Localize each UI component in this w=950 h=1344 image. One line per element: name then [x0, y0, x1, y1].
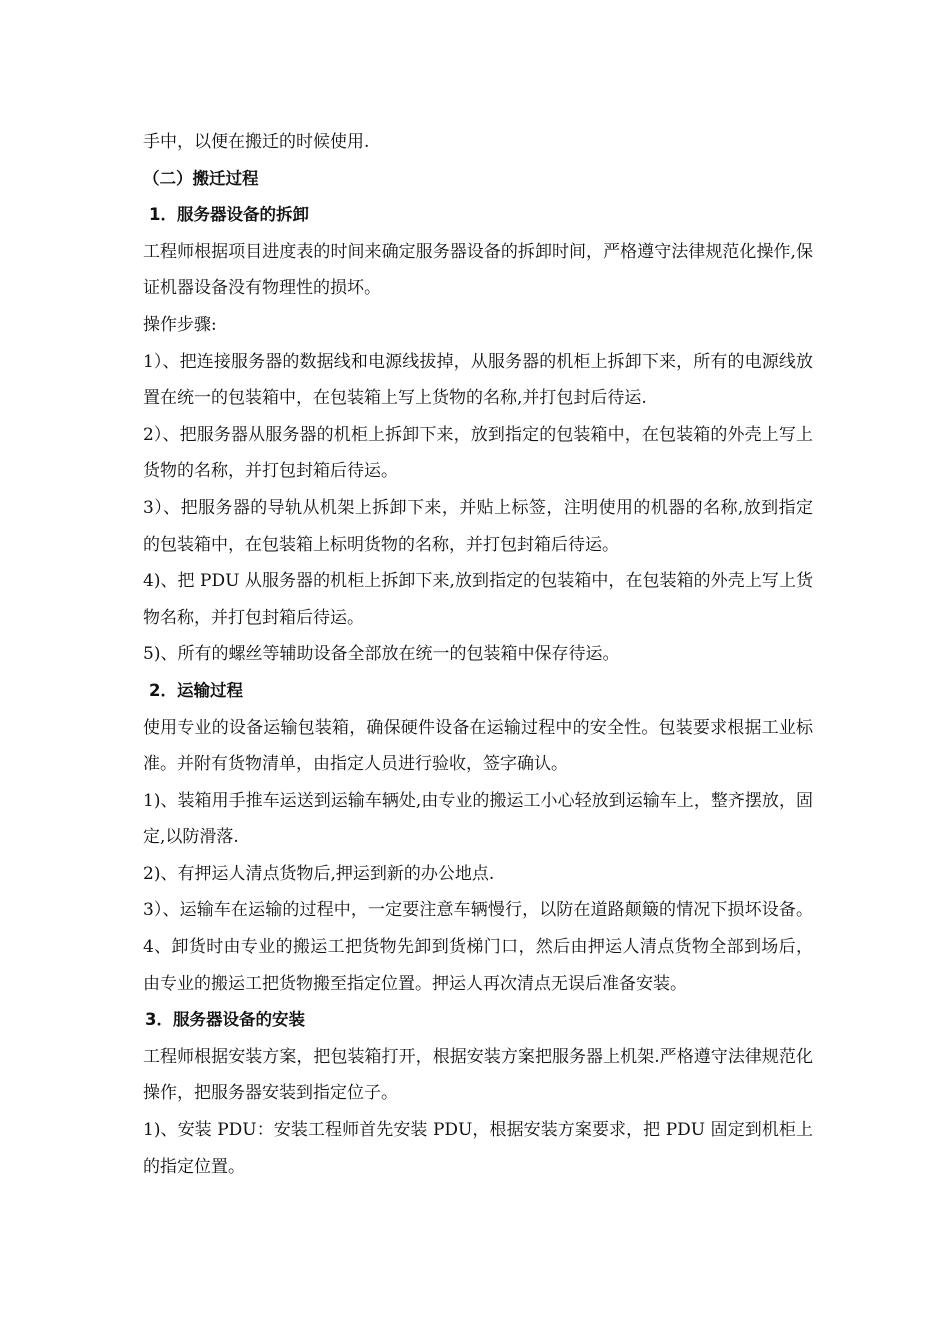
step-transport-2: 2)、有押运人清点货物后,押运到新的办公地点.	[143, 863, 495, 884]
step-installation-1: 1)、安装 PDU：安装工程师首先安装 PDU，根据安装方案要求，把 PDU 固定到机柜上的指定位置。	[143, 1120, 813, 1177]
section-heading-relocation-process: （二）搬迁过程	[143, 168, 259, 188]
step-transport-1: 1)、装箱用手推车运送到运输车辆处,由专业的搬运工小心轻放到运输车上，整齐摆放，固定,以防滑落.	[143, 790, 813, 848]
step-disassembly-5: 5)、所有的螺丝等辅助设备全部放在统一的包装箱中保存待运。	[143, 644, 620, 665]
step-transport-3: 3）、运输车在运输的过程中，一定要注意车辆慢行，以防在道路颠簸的情况下损坏设备。 4、卸货时由专业的搬运工把货物先卸到货梯门口，然后由押运人清点货物全部到场后，由专业的搬运工把货物搬至指定位置。押运人再次清点无误后准备安装。	[143, 900, 813, 994]
step-disassembly-2: 2）、把服务器从服务器的机柜上拆卸下来，放到指定的包装箱中，在包装箱的外壳上写上货物的名称，并打包封箱后待运。	[143, 424, 813, 482]
subsection-heading-server-disassembly: 1．服务器设备的拆卸	[149, 205, 309, 225]
paragraph-steps-label: 操作步骤:	[143, 314, 217, 335]
subsection-heading-server-installation: 3．服务器设备的安装	[145, 1010, 305, 1030]
paragraph-continuation: 手中，以便在搬迁的时候使用.	[143, 132, 370, 152]
document-body	[143, 124, 813, 1185]
step-disassembly-4: 4)、把 PDU 从服务器的机柜上拆卸下来,放到指定的包装箱中，在包装箱的外壳上写上货物名称，并打包封箱后待运。	[143, 571, 813, 628]
paragraph-installation-intro: 工程师根据安装方案，把包装箱打开，根据安装方案把服务器上机架.严格遵守法律规范化操作，把服务器安装到指定位子。	[143, 1046, 813, 1104]
subsection-heading-transport: 2．运输过程	[149, 680, 243, 700]
step-disassembly-1: 1）、把连接服务器的数据线和电源线拔掉，从服务器的机柜上拆卸下来，所有的电源线放置在统一的包装箱中，在包装箱上写上货物的名称,并打包封后待运.	[143, 351, 813, 409]
paragraph-disassembly-intro: 工程师根据项目进度表的时间来确定服务器设备的拆卸时间，严格遵守法律规范化操作,保证机器设备没有物理性的损坏。	[143, 241, 813, 299]
paragraph-transport-intro: 使用专业的设备运输包装箱，确保硬件设备在运输过程中的安全性。包装要求根据工业标准。并附有货物清单，由指定人员进行验收，签字确认。	[143, 717, 813, 775]
step-disassembly-3: 3）、把服务器的导轨从机架上拆卸下来，并贴上标签，注明使用的机器的名称,放到指定的包装箱中，在包装箱上标明货物的名称，并打包封箱后待运。	[143, 497, 813, 555]
